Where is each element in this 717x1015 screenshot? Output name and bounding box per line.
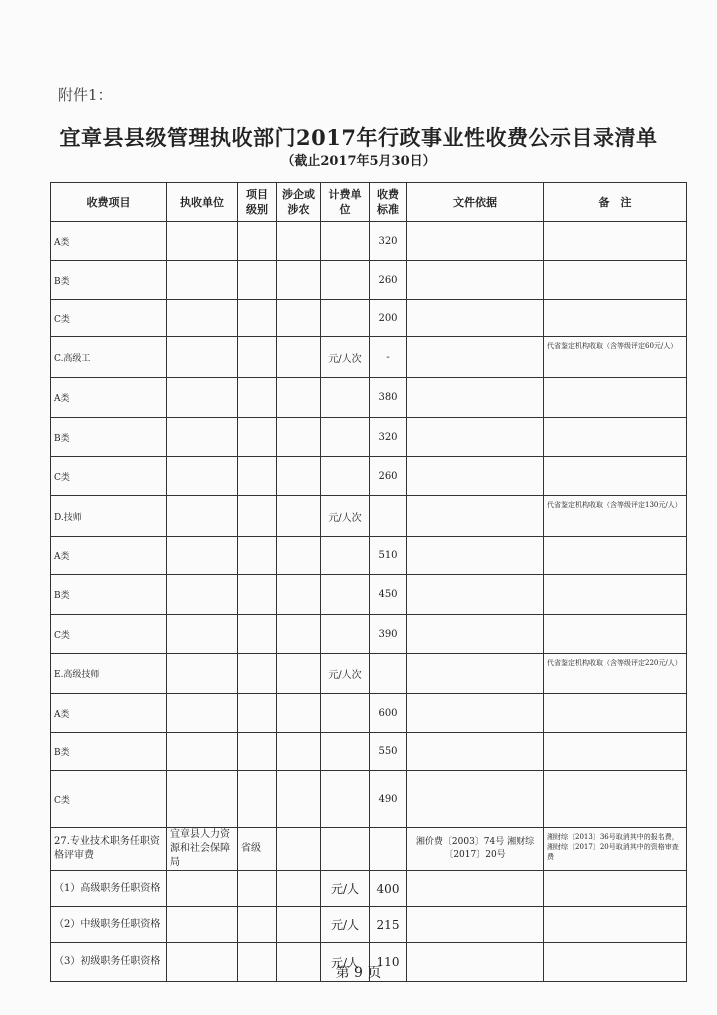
header-fee-standard: 收费标准 bbox=[370, 183, 407, 222]
header-billing-unit: 计费单位 bbox=[321, 183, 370, 222]
cell-enterprise-or-agri bbox=[277, 537, 321, 575]
cell-billing-unit: 元/人 bbox=[321, 943, 370, 982]
cell-document-basis bbox=[407, 300, 544, 337]
cell-billing-unit: 元/人次 bbox=[321, 654, 370, 694]
cell-remarks: 代省鉴定机构收取（含等级评定130元/人） bbox=[544, 496, 687, 537]
cell-document-basis bbox=[407, 694, 544, 733]
cell-billing-unit bbox=[321, 378, 370, 418]
cell-item-level bbox=[238, 575, 277, 615]
table-row bbox=[51, 537, 687, 575]
table-row bbox=[51, 907, 687, 943]
cell-collecting-unit bbox=[167, 575, 238, 615]
cell-item-level bbox=[238, 694, 277, 733]
cell-remarks bbox=[544, 871, 687, 907]
table-row bbox=[51, 261, 687, 300]
cell-collecting-unit bbox=[167, 418, 238, 457]
fee-table bbox=[50, 182, 687, 982]
cell-fee-standard: 380 bbox=[370, 378, 407, 418]
cell-collecting-unit: 宜章县人力资源和社会保障局 bbox=[167, 828, 238, 871]
cell-item-level: 省级 bbox=[238, 828, 277, 871]
cell-enterprise-or-agri bbox=[277, 733, 321, 771]
document-subtitle: （截止2017年5月30日） bbox=[281, 154, 436, 169]
cell-enterprise-or-agri bbox=[277, 654, 321, 694]
cell-billing-unit bbox=[321, 537, 370, 575]
cell-enterprise-or-agri bbox=[277, 418, 321, 457]
cell-collecting-unit bbox=[167, 907, 238, 943]
table-header-row bbox=[51, 183, 687, 222]
cell-fee-standard: 400 bbox=[370, 871, 407, 907]
cell-collecting-unit bbox=[167, 615, 238, 654]
table-row bbox=[51, 457, 687, 496]
cell-fee-item: B类 bbox=[51, 418, 167, 457]
cell-billing-unit bbox=[321, 615, 370, 654]
cell-fee-item: （3）初级职务任职资格 bbox=[51, 943, 167, 982]
cell-billing-unit bbox=[321, 261, 370, 300]
cell-remarks: 代省鉴定机构收取（含等级评定60元/人） bbox=[544, 337, 687, 378]
cell-fee-item: A类 bbox=[51, 378, 167, 418]
table-row bbox=[51, 771, 687, 828]
cell-remarks bbox=[544, 615, 687, 654]
cell-billing-unit bbox=[321, 418, 370, 457]
cell-fee-standard: 510 bbox=[370, 537, 407, 575]
cell-remarks bbox=[544, 300, 687, 337]
cell-remarks: 代省鉴定机构收取（含等级评定220元/人） bbox=[544, 654, 687, 694]
document-title: 宜章县县级管理执收部门2017年行政事业性收费公示目录清单 bbox=[59, 125, 658, 150]
cell-fee-standard: 260 bbox=[370, 261, 407, 300]
cell-billing-unit bbox=[321, 694, 370, 733]
cell-enterprise-or-agri bbox=[277, 300, 321, 337]
cell-remarks bbox=[544, 418, 687, 457]
cell-collecting-unit bbox=[167, 694, 238, 733]
table-row bbox=[51, 828, 687, 871]
cell-fee-standard bbox=[370, 654, 407, 694]
cell-item-level bbox=[238, 337, 277, 378]
cell-fee-standard: 390 bbox=[370, 615, 407, 654]
cell-fee-item: A类 bbox=[51, 694, 167, 733]
cell-document-basis bbox=[407, 733, 544, 771]
cell-remarks bbox=[544, 694, 687, 733]
cell-fee-item: C类 bbox=[51, 771, 167, 828]
cell-fee-standard: 550 bbox=[370, 733, 407, 771]
cell-collecting-unit bbox=[167, 261, 238, 300]
table-row bbox=[51, 615, 687, 654]
table-row bbox=[51, 654, 687, 694]
cell-enterprise-or-agri bbox=[277, 496, 321, 537]
cell-fee-standard: 320 bbox=[370, 418, 407, 457]
cell-enterprise-or-agri bbox=[277, 575, 321, 615]
cell-item-level bbox=[238, 378, 277, 418]
cell-fee-item: B类 bbox=[51, 733, 167, 771]
page-number: 第 9 页 bbox=[335, 965, 382, 981]
cell-remarks bbox=[544, 457, 687, 496]
cell-fee-item: D.技师 bbox=[51, 496, 167, 537]
cell-enterprise-or-agri bbox=[277, 222, 321, 261]
cell-enterprise-or-agri bbox=[277, 871, 321, 907]
cell-remarks bbox=[544, 537, 687, 575]
cell-fee-standard: 200 bbox=[370, 300, 407, 337]
cell-document-basis bbox=[407, 222, 544, 261]
cell-item-level bbox=[238, 457, 277, 496]
cell-enterprise-or-agri bbox=[277, 907, 321, 943]
header-item-level: 项目级别 bbox=[238, 183, 277, 222]
cell-fee-item: B类 bbox=[51, 261, 167, 300]
cell-collecting-unit bbox=[167, 496, 238, 537]
cell-fee-item: B类 bbox=[51, 575, 167, 615]
cell-fee-item: C类 bbox=[51, 615, 167, 654]
cell-document-basis bbox=[407, 378, 544, 418]
cell-billing-unit bbox=[321, 771, 370, 828]
table-row bbox=[51, 300, 687, 337]
cell-billing-unit bbox=[321, 457, 370, 496]
attachment-label: 附件1： bbox=[58, 86, 113, 104]
cell-fee-standard bbox=[370, 828, 407, 871]
cell-fee-standard: 600 bbox=[370, 694, 407, 733]
table-row bbox=[51, 418, 687, 457]
cell-item-level bbox=[238, 615, 277, 654]
cell-fee-item: A类 bbox=[51, 222, 167, 261]
cell-billing-unit bbox=[321, 828, 370, 871]
cell-remarks bbox=[544, 575, 687, 615]
table-row bbox=[51, 496, 687, 537]
cell-item-level bbox=[238, 771, 277, 828]
header-collecting-unit: 执收单位 bbox=[167, 183, 238, 222]
cell-remarks bbox=[544, 222, 687, 261]
cell-collecting-unit bbox=[167, 537, 238, 575]
cell-remarks bbox=[544, 378, 687, 418]
cell-document-basis bbox=[407, 337, 544, 378]
cell-fee-standard: 260 bbox=[370, 457, 407, 496]
cell-fee-item: 27.专业技术职务任职资格评审费 bbox=[51, 828, 167, 871]
cell-fee-standard: - bbox=[370, 337, 407, 378]
cell-billing-unit bbox=[321, 300, 370, 337]
cell-document-basis bbox=[407, 418, 544, 457]
cell-fee-item: C类 bbox=[51, 300, 167, 337]
cell-document-basis bbox=[407, 871, 544, 907]
header-remarks: 备 注 bbox=[544, 183, 687, 222]
cell-enterprise-or-agri bbox=[277, 457, 321, 496]
cell-remarks bbox=[544, 771, 687, 828]
cell-fee-standard: 450 bbox=[370, 575, 407, 615]
cell-billing-unit bbox=[321, 733, 370, 771]
cell-collecting-unit bbox=[167, 871, 238, 907]
cell-enterprise-or-agri bbox=[277, 615, 321, 654]
cell-item-level bbox=[238, 222, 277, 261]
cell-item-level bbox=[238, 261, 277, 300]
cell-collecting-unit bbox=[167, 378, 238, 418]
cell-fee-item: C类 bbox=[51, 457, 167, 496]
cell-item-level bbox=[238, 300, 277, 337]
cell-document-basis bbox=[407, 457, 544, 496]
table-row bbox=[51, 575, 687, 615]
cell-billing-unit bbox=[321, 222, 370, 261]
cell-document-basis bbox=[407, 654, 544, 694]
cell-fee-item: E.高级技师 bbox=[51, 654, 167, 694]
cell-remarks bbox=[544, 733, 687, 771]
cell-enterprise-or-agri bbox=[277, 261, 321, 300]
cell-fee-item: （2）中级职务任职资格 bbox=[51, 907, 167, 943]
cell-document-basis bbox=[407, 537, 544, 575]
cell-item-level bbox=[238, 654, 277, 694]
cell-remarks: 湘财综〔2013〕36号取消其中的报名费，湘财综〔2017〕20号取消其中的资格审查费 bbox=[544, 828, 687, 871]
cell-fee-standard: 215 bbox=[370, 907, 407, 943]
header-fee-item: 收费项目 bbox=[51, 183, 167, 222]
cell-collecting-unit bbox=[167, 654, 238, 694]
cell-collecting-unit bbox=[167, 222, 238, 261]
cell-collecting-unit bbox=[167, 733, 238, 771]
cell-document-basis bbox=[407, 907, 544, 943]
cell-fee-standard: 320 bbox=[370, 222, 407, 261]
cell-billing-unit: 元/人次 bbox=[321, 496, 370, 537]
cell-billing-unit: 元/人 bbox=[321, 907, 370, 943]
cell-enterprise-or-agri bbox=[277, 337, 321, 378]
table-row bbox=[51, 378, 687, 418]
cell-item-level bbox=[238, 907, 277, 943]
cell-document-basis bbox=[407, 261, 544, 300]
table-row bbox=[51, 337, 687, 378]
cell-document-basis bbox=[407, 771, 544, 828]
cell-fee-standard: 110 bbox=[370, 943, 407, 982]
cell-fee-standard: 490 bbox=[370, 771, 407, 828]
cell-billing-unit: 元/人次 bbox=[321, 337, 370, 378]
cell-enterprise-or-agri bbox=[277, 771, 321, 828]
cell-fee-item: A类 bbox=[51, 537, 167, 575]
cell-document-basis bbox=[407, 615, 544, 654]
cell-item-level bbox=[238, 871, 277, 907]
table-row bbox=[51, 222, 687, 261]
cell-document-basis bbox=[407, 575, 544, 615]
header-document-basis: 文件依据 bbox=[407, 183, 544, 222]
cell-enterprise-or-agri bbox=[277, 694, 321, 733]
cell-collecting-unit bbox=[167, 300, 238, 337]
header-enterprise-or-agri: 涉企或涉农 bbox=[277, 183, 321, 222]
cell-remarks bbox=[544, 907, 687, 943]
cell-collecting-unit bbox=[167, 337, 238, 378]
cell-enterprise-or-agri bbox=[277, 828, 321, 871]
cell-collecting-unit bbox=[167, 771, 238, 828]
cell-item-level bbox=[238, 418, 277, 457]
cell-billing-unit bbox=[321, 575, 370, 615]
cell-enterprise-or-agri bbox=[277, 378, 321, 418]
table-row bbox=[51, 733, 687, 771]
cell-collecting-unit bbox=[167, 457, 238, 496]
table-row bbox=[51, 694, 687, 733]
cell-fee-item: C.高级工 bbox=[51, 337, 167, 378]
cell-document-basis: 湘价费〔2003〕74号 湘财综〔2017〕20号 bbox=[407, 828, 544, 871]
cell-item-level bbox=[238, 496, 277, 537]
cell-billing-unit: 元/人 bbox=[321, 871, 370, 907]
cell-item-level bbox=[238, 733, 277, 771]
cell-document-basis bbox=[407, 496, 544, 537]
cell-item-level bbox=[238, 537, 277, 575]
table-row bbox=[51, 871, 687, 907]
cell-fee-standard bbox=[370, 496, 407, 537]
cell-remarks bbox=[544, 261, 687, 300]
cell-fee-item: （1）高级职务任职资格 bbox=[51, 871, 167, 907]
